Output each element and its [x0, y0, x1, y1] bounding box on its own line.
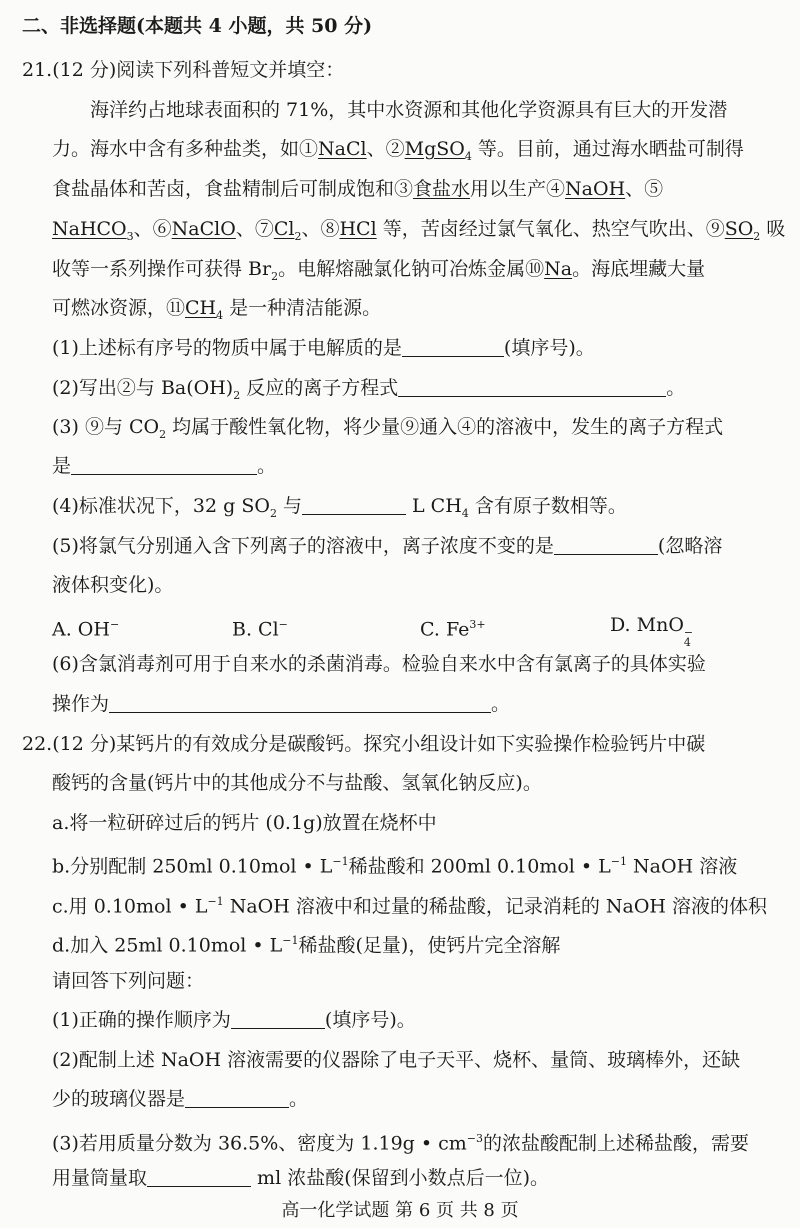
- q21-part-5: (5)将氯气分别通入含下列离子的溶液中，离子浓度不变的是 (忽略溶: [52, 535, 723, 557]
- page-footer: 高一化学试题 第 6 页 共 8 页: [281, 1200, 519, 1221]
- answer-blank-21-2[interactable]: [398, 378, 666, 397]
- section-heading: 二、非选择题(本题共 4 小题，共 50 分): [22, 15, 373, 37]
- q22-part-3: (3)若用质量分数为 36.5%、密度为 1.19g • $cm^{-3}$的浓盐酸配制上述稀盐酸，需要: [52, 1132, 749, 1155]
- option-c: C. $Fe^{3+}$: [420, 618, 486, 641]
- q22-part-2-cont: 少的玻璃仪器是 。: [52, 1088, 309, 1110]
- cl2: $Cl_2$: [273, 218, 302, 243]
- step-c: c.用 0.10mol • $L^{-1}$ NaOH 溶液中和过量的稀盐酸，记录消耗的 NaOH 溶液的体积: [52, 895, 768, 918]
- q21-part-6: (6)含氯消毒剂可用于自来水的杀菌消毒。检验自来水中含有氯离子的具体实验: [52, 653, 706, 675]
- q21-part-1: (1)上述标有序号的物质中属于电解质的是 (填序号)。: [52, 337, 595, 359]
- q21-part-6-cont: 操作为 。: [52, 693, 511, 715]
- q21-part-4: (4)标准状况下，32 g $SO_2$ 与 L $CH_4$ 含有原子数相等。: [52, 495, 627, 520]
- q21-passage-line-5: 收等一系列操作可获得 $Br_2$。电解熔融氯化钠可冶炼金属⑩Na。海底埋藏大量: [52, 258, 706, 283]
- na: Na: [544, 258, 573, 280]
- q22-heading: 22.(12 分)某钙片的有效成分是碳酸钙。探究小组设计如下实验操作检验钙片中碳: [22, 733, 706, 755]
- q21-part-2: (2)写出②与 $Ba(OH)_2$ 反应的离子方程式 。: [52, 377, 686, 402]
- naoh: NaOH: [565, 178, 626, 200]
- q21-passage-line-1: 海洋约占地球表面积的 71%，其中水资源和其他化学资源具有巨大的开发潜: [90, 99, 728, 121]
- nahco3: NaHCO$_3$: [52, 218, 134, 243]
- ch4: $CH_4$: [185, 297, 224, 322]
- naclo: NaClO: [171, 218, 236, 240]
- option-b: B. Cl−: [232, 618, 288, 641]
- step-b: b.分别配制 250ml 0.10mol • $L^{-1}$稀盐酸和 200ml 0.10mol • $L^{-1}$ NaOH 溶液: [52, 855, 738, 878]
- q22-heading-cont: 酸钙的含量(钙片中的其他成分不与盐酸、氢氧化钠反应)。: [52, 772, 542, 794]
- option-a: A. OH−: [52, 618, 120, 641]
- answer-blank-22-3[interactable]: [147, 1168, 251, 1187]
- q21-passage-line-3: 食盐晶体和苦卤，食盐精制后可制成饱和③食盐水用以生产④NaOH、⑤: [52, 178, 664, 200]
- nacl: NaCl: [318, 138, 367, 160]
- hcl: HCl: [339, 218, 377, 240]
- q22-part-1: (1)正确的操作顺序为 (填序号)。: [52, 1009, 416, 1031]
- so2: $SO_2$: [724, 218, 761, 243]
- q21-part-3: (3) ⑨与 $CO_2$ 均属于酸性氧化物，将少量⑨通入④的溶液中，发生的离子方程式: [52, 416, 724, 441]
- step-a: a.将一粒研碎过后的钙片 (0.1g)放置在烧杯中: [52, 812, 437, 834]
- q21-part-3-cont: 是 。: [52, 455, 277, 477]
- answer-blank-22-1[interactable]: [231, 1010, 325, 1029]
- answer-blank-21-1[interactable]: [402, 338, 504, 357]
- q22-prompt: 请回答下列问题：: [52, 970, 205, 992]
- q21-heading: 21.(12 分)阅读下列科普短文并填空：: [22, 59, 345, 81]
- answer-blank-21-3[interactable]: [71, 456, 257, 475]
- q21-passage-line-2: 力。海水中含有多种盐类，如①NaCl、②MgSO$_4$ 等。目前，通过海水晒盐可制得: [52, 138, 744, 163]
- brine: 食盐水: [413, 178, 471, 200]
- q22-part-2: (2)配制上述 NaOH 溶液需要的仪器除了电子天平、烧杯、量筒、玻璃棒外，还缺: [52, 1049, 741, 1071]
- option-d: D. MnO − 4: [610, 614, 694, 649]
- answer-blank-21-5[interactable]: [554, 536, 658, 555]
- q21-passage-line-4: NaHCO$_3$、⑥NaClO、$⑦Cl_2$、⑧HCl 等，苦卤经过氯气氧化、热空气吹出、$⑨SO_2$ 吸: [52, 218, 786, 243]
- answer-blank-22-2[interactable]: [185, 1089, 289, 1108]
- q21-part-5-cont: 液体积变化)。: [52, 574, 174, 596]
- q21-passage-line-6: 可燃冰资源，$⑪CH_4$ 是一种清洁能源。: [52, 297, 382, 322]
- mgso4: MgSO$_4$: [404, 138, 472, 163]
- q22-part-3-cont: 用量筒量取 ml 浓盐酸(保留到小数点后一位)。: [52, 1167, 550, 1189]
- answer-blank-21-4[interactable]: [302, 496, 406, 515]
- answer-blank-21-6[interactable]: [109, 694, 491, 713]
- step-d: d.加入 25ml 0.10mol • $L^{-1}$稀盐酸(足量)，使钙片完全溶解: [52, 934, 561, 957]
